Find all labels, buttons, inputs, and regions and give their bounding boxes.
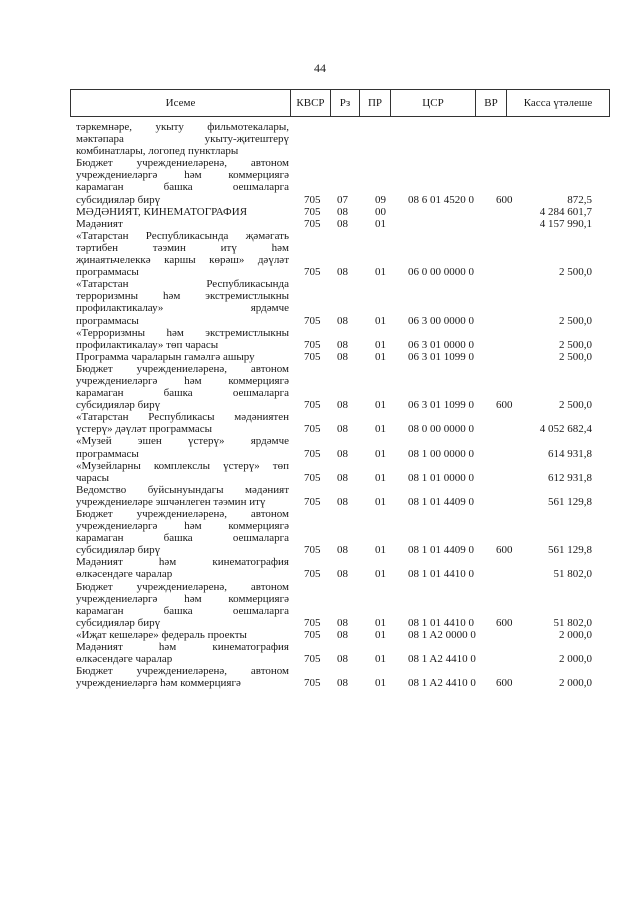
row-codes: [289, 266, 592, 278]
table-row: [0, 363, 640, 411]
row-pr: 01: [375, 677, 386, 690]
table-row: [0, 157, 640, 205]
row-name-line: субсидияләр бирү: [76, 193, 161, 206]
row-kassa: 2 000,0: [559, 653, 592, 666]
table-row: [0, 351, 640, 363]
table-row: [0, 629, 640, 641]
row-pr: 01: [375, 653, 386, 666]
row-pr: 01: [375, 471, 386, 484]
header-name: Исеме: [71, 90, 291, 116]
row-codes: [289, 194, 592, 206]
row-name-line: карамаган башка оешмаларга: [76, 181, 289, 194]
row-name-line: тәртибен тәэмин итү һәм: [76, 241, 289, 254]
row-kvsr: 705: [304, 471, 321, 484]
row-name-line: үстерү» дәүләт программасы: [76, 423, 213, 436]
table-row: [0, 206, 640, 218]
row-name: [76, 641, 289, 665]
row-rz: 07: [337, 193, 348, 206]
row-rz: 08: [337, 471, 348, 484]
row-name: [76, 629, 289, 641]
row-rz: 08: [337, 447, 348, 460]
row-name-line: комбинатлары, логопед пунктлары: [76, 145, 239, 158]
row-kassa: 614 931,8: [548, 447, 592, 460]
row-csr: [408, 206, 492, 218]
row-name-line: субсидияләр бирү: [76, 399, 161, 412]
row-name-line: Бюджет учреждениеләренә, автоном: [76, 665, 289, 678]
row-csr: 08 1 01 4409 0: [408, 544, 474, 557]
row-name: [76, 363, 289, 411]
row-name-line: карамаган башка оешмаларга: [76, 532, 289, 545]
row-name-line: өлкәсендәге чаралар: [76, 568, 173, 581]
row-kvsr: 705: [304, 266, 321, 279]
row-name-line: «Татарстан Республикасы мәдәниятен: [76, 411, 289, 424]
row-kvsr: 705: [304, 205, 321, 218]
row-rz: 08: [337, 205, 348, 218]
row-name-line: тәркемнәре, укыту фильмотекалары,: [76, 121, 289, 133]
row-name: [76, 665, 289, 689]
table-row: [0, 411, 640, 435]
row-csr: 08 1 01 4410 0: [408, 616, 474, 629]
row-name-line: субсидияләр бирү: [76, 544, 161, 557]
row-name-line: МӘДӘНИЯТ, КИНЕМАТОГРАФИЯ: [76, 205, 248, 218]
row-vr: [496, 448, 526, 460]
row-kassa: 4 157 990,1: [539, 217, 592, 230]
row-codes: [289, 218, 592, 230]
row-name-line: учреждениеләргә һәм коммерциягә: [76, 374, 289, 387]
row-csr: 08 6 01 4520 0: [408, 193, 474, 206]
row-vr: 600: [496, 193, 513, 206]
table-row: [0, 460, 640, 484]
table-row: [0, 665, 640, 689]
row-vr: [496, 472, 526, 484]
row-kassa: 2 500,0: [559, 399, 592, 412]
row-name-line: «Татарстан Республикасында җәмәгать: [76, 229, 289, 242]
row-codes: [289, 653, 592, 665]
row-codes: [289, 496, 592, 508]
row-pr: 01: [375, 423, 386, 436]
row-csr: 06 3 00 0000 0: [408, 314, 474, 327]
row-name-line: Бюджет учреждениеләренә, автоном: [76, 580, 289, 593]
row-vr: [496, 351, 526, 363]
row-name: [76, 460, 289, 484]
row-name: [76, 435, 289, 459]
row-pr: 01: [375, 616, 386, 629]
table-body: [0, 121, 640, 689]
row-name: [76, 484, 289, 508]
row-vr: 600: [496, 616, 513, 629]
row-codes: [289, 568, 592, 580]
row-kvsr: 705: [304, 350, 321, 363]
row-vr: [496, 496, 526, 508]
row-rz: 08: [337, 266, 348, 279]
row-vr: 600: [496, 399, 513, 412]
row-rz: 08: [337, 399, 348, 412]
table-row: [0, 327, 640, 351]
row-name-line: «Музей эшен үстерү» ярдәмче: [76, 435, 289, 448]
row-csr: 06 3 01 0000 0: [408, 338, 474, 351]
header-rz: Рз: [331, 90, 360, 116]
row-vr: [496, 423, 526, 435]
row-name: [76, 581, 289, 629]
row-name: [76, 508, 289, 556]
row-codes: [289, 448, 592, 460]
row-codes: [289, 423, 592, 435]
row-pr: 00: [375, 205, 386, 218]
header-kassa: Касса үтәлеше: [523, 97, 593, 109]
row-rz: 08: [337, 495, 348, 508]
row-name: [76, 556, 289, 580]
row-kvsr: 705: [304, 653, 321, 666]
row-name-line: чарасы: [76, 471, 110, 484]
row-name-line: профилактикалау» төп чарасы: [76, 338, 219, 351]
row-kvsr: 705: [304, 495, 321, 508]
row-codes: [289, 544, 592, 556]
row-pr: 01: [375, 217, 386, 230]
row-name: [76, 218, 289, 230]
row-pr: 01: [375, 495, 386, 508]
row-csr: 08 0 00 0000 0: [408, 423, 474, 436]
row-rz: 08: [337, 628, 348, 641]
row-codes: [289, 617, 592, 629]
row-rz: 08: [337, 653, 348, 666]
row-name-line: учреждениеләргә һәм коммерциягә: [76, 592, 289, 605]
row-kassa: 2 500,0: [559, 350, 592, 363]
row-csr: 06 3 01 1099 0: [408, 350, 474, 363]
row-kassa: 2 000,0: [559, 628, 592, 641]
row-name-line: Программа чараларын гамәлгә ашыру: [76, 350, 255, 363]
row-kvsr: 705: [304, 628, 321, 641]
header-kvsr: КВСР: [291, 90, 331, 116]
row-rz: 08: [337, 338, 348, 351]
row-name: [76, 157, 289, 205]
table-row: [0, 641, 640, 665]
row-rz: 08: [337, 350, 348, 363]
row-csr: 08 1 A2 4410 0: [408, 677, 476, 690]
row-name: [76, 206, 289, 218]
row-vr: [496, 339, 526, 351]
row-name-line: учреждениеләре эшчәнлеген тәэмин итү: [76, 495, 266, 508]
row-kassa: 51 802,0: [553, 616, 592, 629]
row-name: [76, 327, 289, 351]
row-name-line: программасы: [76, 266, 139, 279]
row-name-line: карамаган башка оешмаларга: [76, 604, 289, 617]
row-csr: 08 1 01 4409 0: [408, 495, 474, 508]
row-pr: 01: [375, 399, 386, 412]
row-kassa: 2 000,0: [559, 677, 592, 690]
table-row: [0, 581, 640, 629]
row-kassa: 2 500,0: [559, 338, 592, 351]
row-codes: [289, 339, 592, 351]
row-kvsr: 705: [304, 447, 321, 460]
row-name-line: мәктәпара укыту-җитештерү: [76, 133, 289, 146]
row-name: [76, 411, 289, 435]
row-kassa: 4 052 682,4: [539, 423, 592, 436]
row-kassa: 612 931,8: [548, 471, 592, 484]
table-header: [70, 89, 610, 117]
row-pr: 01: [375, 544, 386, 557]
row-kassa: 51 802,0: [553, 568, 592, 581]
row-name: [76, 121, 289, 157]
row-name-line: учреждениеләргә һәм коммерциягә: [76, 520, 289, 533]
header-vr: ВР: [476, 90, 507, 116]
row-kassa: 561 129,8: [548, 495, 592, 508]
row-pr: 01: [375, 628, 386, 641]
row-name-line: учреждениеләргә һәм коммерциягә: [76, 169, 289, 182]
row-csr: [408, 218, 492, 230]
row-pr: 09: [375, 193, 386, 206]
row-kvsr: 705: [304, 338, 321, 351]
row-codes: [289, 399, 592, 411]
row-name-line: терроризмны һәм экстремистлыкны: [76, 290, 289, 303]
row-name-line: субсидияләр бирү: [76, 616, 161, 629]
row-pr: 01: [375, 266, 386, 279]
row-csr: 06 0 00 0000 0: [408, 266, 474, 279]
row-vr: 600: [496, 677, 513, 690]
row-name-line: Мәдәният һәм кинематография: [76, 556, 289, 569]
row-name-line: Ведомство буйсынуындагы мәдәният: [76, 483, 289, 496]
row-pr: 01: [375, 314, 386, 327]
row-name: [76, 230, 289, 278]
row-pr: 01: [375, 447, 386, 460]
table-row: [0, 435, 640, 459]
row-csr: 06 3 01 1099 0: [408, 399, 474, 412]
table-row: [0, 278, 640, 326]
row-name-line: «Музейларны комплекслы үстерү» төп: [76, 459, 289, 472]
header-pr: ПР: [360, 90, 391, 116]
row-kvsr: 705: [304, 193, 321, 206]
row-vr: [496, 315, 526, 327]
row-codes: [289, 315, 592, 327]
header-csr: ЦСР: [391, 90, 476, 116]
row-kvsr: 705: [304, 616, 321, 629]
row-csr: 08 1 A2 0000 0: [408, 628, 476, 641]
row-name: [76, 278, 289, 326]
row-vr: [496, 218, 526, 230]
row-rz: 08: [337, 423, 348, 436]
row-pr: 01: [375, 568, 386, 581]
row-kvsr: 705: [304, 677, 321, 690]
table-row: [0, 121, 640, 157]
row-kassa: 872,5: [567, 193, 592, 206]
row-name-line: карамаган башка оешмаларга: [76, 387, 289, 400]
row-name-line: программасы: [76, 447, 139, 460]
row-name-line: «Терроризмны һәм экстремистлыкны: [76, 326, 289, 339]
row-vr: [496, 653, 526, 665]
row-name-line: өлкәсендәге чаралар: [76, 653, 173, 666]
row-name-line: учреждениеләргә һәм коммерциягә: [76, 677, 241, 690]
row-kassa: 2 500,0: [559, 314, 592, 327]
row-rz: 08: [337, 217, 348, 230]
row-csr: 08 1 A2 4410 0: [408, 653, 476, 666]
row-name-line: Бюджет учреждениеләренә, автоном: [76, 157, 289, 170]
row-vr: [496, 568, 526, 580]
row-name-line: «Иҗат кешеләре» федераль проекты: [76, 628, 247, 641]
row-rz: 08: [337, 568, 348, 581]
row-csr: 08 1 01 0000 0: [408, 471, 474, 484]
row-kassa: 2 500,0: [559, 266, 592, 279]
row-vr: [496, 206, 526, 218]
row-pr: 01: [375, 338, 386, 351]
row-codes: [289, 351, 592, 363]
row-kvsr: 705: [304, 217, 321, 230]
row-vr: [496, 629, 526, 641]
row-name-line: «Татарстан Республикасында: [76, 278, 289, 291]
row-csr: 08 1 00 0000 0: [408, 447, 474, 460]
row-rz: 08: [337, 314, 348, 327]
page-number: 44: [314, 61, 326, 75]
row-name-line: профилактикалау» ярдәмче: [76, 302, 289, 315]
row-rz: 08: [337, 616, 348, 629]
row-codes: [289, 206, 592, 218]
row-kvsr: 705: [304, 568, 321, 581]
row-name-line: Мәдәният: [76, 217, 123, 230]
row-kassa: 4 284 601,7: [539, 205, 592, 218]
row-rz: 08: [337, 544, 348, 557]
table-row: [0, 508, 640, 556]
row-codes: [289, 472, 592, 484]
row-name-line: җинаятьчелеккә каршы көрәш» дәүләт: [76, 254, 289, 267]
row-name-line: Бюджет учреждениеләренә, автоном: [76, 362, 289, 375]
row-kvsr: 705: [304, 423, 321, 436]
table-row: [0, 556, 640, 580]
row-rz: 08: [337, 677, 348, 690]
row-kassa: 561 129,8: [548, 544, 592, 557]
row-kvsr: 705: [304, 399, 321, 412]
row-codes: [289, 677, 592, 689]
row-codes: [289, 629, 592, 641]
row-vr: [496, 266, 526, 278]
row-name-line: программасы: [76, 314, 139, 327]
table-row: [0, 484, 640, 508]
table-row: [0, 218, 640, 230]
row-name: [76, 351, 289, 363]
row-kvsr: 705: [304, 544, 321, 557]
row-name-line: Бюджет учреждениеләренә, автоном: [76, 508, 289, 520]
row-csr: 08 1 01 4410 0: [408, 568, 474, 581]
row-name-line: Мәдәният һәм кинематография: [76, 641, 289, 654]
table-row: [0, 230, 640, 278]
row-pr: 01: [375, 350, 386, 363]
row-vr: 600: [496, 544, 513, 557]
row-kvsr: 705: [304, 314, 321, 327]
